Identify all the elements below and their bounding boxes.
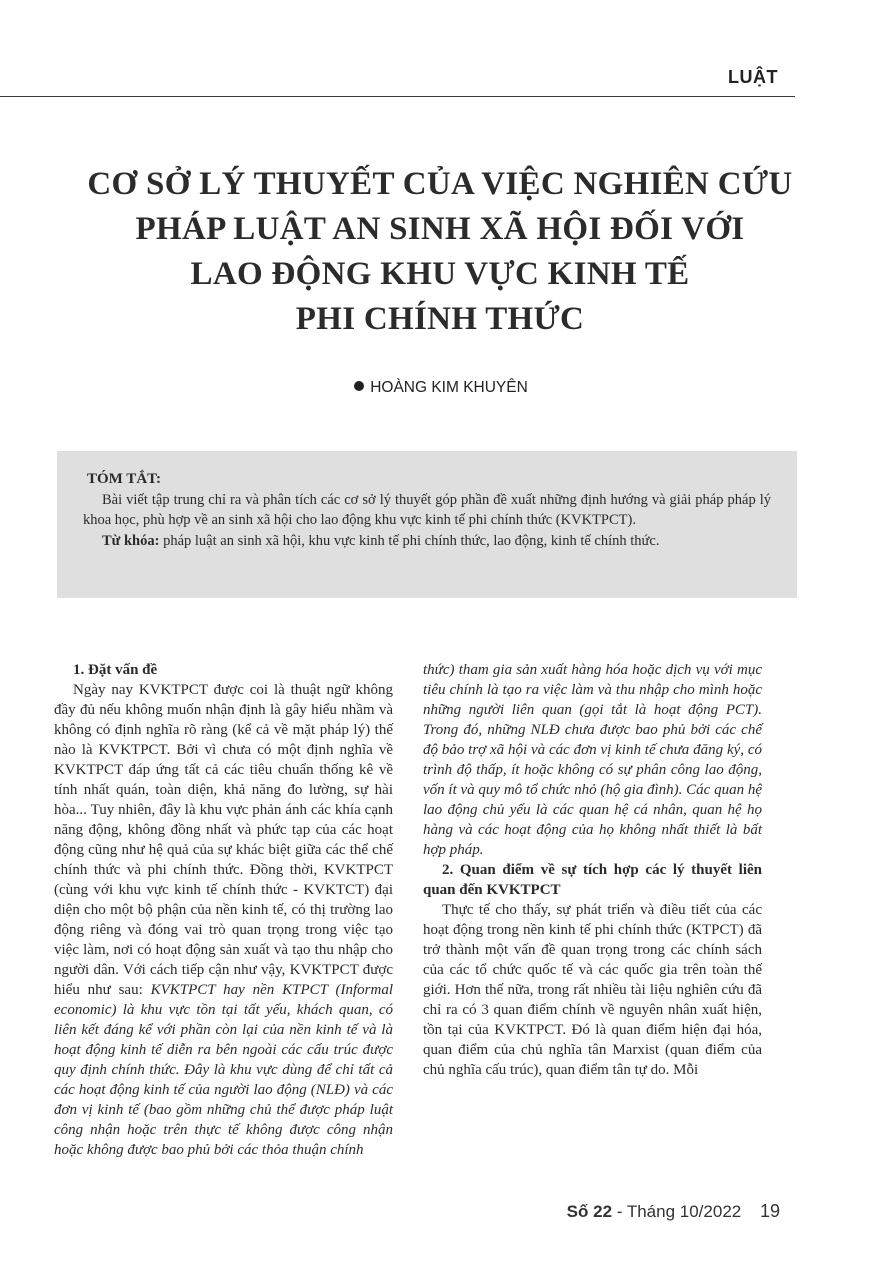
bullet-icon — [354, 381, 364, 391]
section-heading: 2. Quan điểm về sự tích hợp các lý thuyết liên quan đến KVKTPCT — [423, 862, 762, 898]
section-heading: 1. Đặt vấn đề — [73, 662, 158, 678]
section-label: LUẬT — [728, 67, 778, 87]
title-line: PHÁP LUẬT AN SINH XÃ HỘI ĐỐI VỚI — [135, 211, 745, 247]
abstract-keywords — [83, 531, 771, 552]
paragraph — [54, 680, 393, 1160]
paragraph-continued — [423, 660, 762, 860]
paragraph: Thực tế cho thấy, sự phát triển và điều tiết của các hoạt động trong nền kinh tế phi chính thức (KTPCT) đã trở thành một vấn đề quan trọng trong các chính sách của các tổ chức quốc tế và các quốc gia trên toàn thế giới. Hơn thế nữa, trong rất nhiều tài liệu nghiên cứu đã chỉ ra có 3 quan điểm chính về nguyên nhân xuất hiện, tồn tại của KVKTPCT. Đó là quan điểm hiện đại hóa, quan điểm của chủ nghĩa tân Marxist (quan điểm của chủ nghĩa cấu trúc), quan điểm tân tự do. Mỗi — [423, 902, 762, 1078]
left-column — [54, 660, 393, 1160]
abstract-body: Bài viết tập trung chỉ ra và phân tích các cơ sở lý thuyết góp phần đề xuất những định hướng và giải pháp pháp lý khoa học, phù hợp về an sinh xã hội cho lao động khu vực kinh tế phi chính thức (KVKTPCT). — [83, 491, 771, 528]
abstract-heading: TÓM TẮT: — [87, 471, 162, 487]
right-column — [423, 660, 762, 1080]
article-title — [40, 162, 840, 342]
page-number: 19 — [759, 1201, 780, 1221]
right-flow — [423, 660, 762, 1080]
definition-text: KVKTPCT hay nền KTPCT (Informal economic) là khu vực tồn tại tất yếu, khách quan, có liên kết đáng kể với phần còn lại của nền kinh tế và là hoạt động kinh tế diễn ra bên ngoài các cấu trúc được quy định chính thức. Đây là khu vực dùng để chỉ tất cả các hoạt động kinh tế của người lao động (NLĐ) và các đơn vị kinh tế (bao gồm những chủ thể được pháp luật công nhận hoặc trên thực tế không được công nhận hoặc không được bao phủ bởi các thỏa thuận chính — [54, 982, 394, 1158]
issue-month: - Tháng 10/2022 — [612, 1202, 742, 1221]
keywords-label: Từ khóa: — [102, 532, 160, 549]
title-line: CƠ SỞ LÝ THUYẾT CỦA VIỆC NGHIÊN CỨU — [87, 166, 793, 202]
author-line — [0, 379, 882, 397]
abstract-box — [57, 451, 797, 598]
author-name: HOÀNG KIM KHUYÊN — [370, 379, 528, 396]
keywords-text: pháp luật an sinh xã hội, khu vực kinh tế phi chính thức, lao động, kinh tế chính thức. — [163, 532, 660, 549]
paragraph-text: Ngày nay KVKTPCT được coi là thuật ngữ không đầy đủ nếu không muốn nhận định là gây hiểu nhầm và không có định nghĩa rõ ràng (kể cả về mặt pháp lý) thế nào là KVKTPCT. Bởi vì chưa có một định nghĩa về KVKTPCT đáp ứng tất cả các tiêu chuẩn thống kê về tính nhất quán, toàn diện, khả năng đo lường, sự hài hòa... Tuy nhiên, đây là khu vực phản ánh các khía cạnh năng động, không đồng nhất và phức tạp của các hoạt động cũng như hệ quả của sự khác biệt giữa các thể chế chính thức và phi chính thức. Đồng thời, KVKTPCT (cùng với khu vực kinh tế chính thức - KVKTCT) đại diện cho một bộ phận của nền kinh tế, có thị trường lao động riêng và đóng vai trò quan trọng trong việc tạo việc làm, nơi có hoạt động sản xuất và tạo thu nhập cho người dân. Với cách tiếp cận như vậy, KVKTPCT được hiểu như sau: — [54, 682, 393, 998]
title-line: PHI CHÍNH THỨC — [295, 301, 585, 337]
page-footer — [567, 1201, 780, 1222]
issue-number: 22 — [593, 1202, 613, 1221]
issue-prefix: Số — [566, 1202, 589, 1221]
title-line: LAO ĐỘNG KHU VỰC KINH TẾ — [190, 256, 690, 292]
definition-text-continued: thức) tham gia sản xuất hàng hóa hoặc dịch vụ với mục tiêu chính là tạo ra việc làm và thu nhập cho mình hoặc những người liên quan (gọi tắt là hoạt động PCT). Trong đó, những NLĐ chưa được bao phủ bởi các chế độ bảo trợ xã hội và các đơn vị kinh tế chưa đăng ký, có trình độ thấp, ít hoặc không có sự phân công lao động, vốn ít và quy mô tổ chức nhỏ (hộ gia đình). Các quan hệ lao động chủ yếu là các quan hệ cá nhân, quan hệ họ hàng và các hoạt động của họ không nhất thiết là bất hợp pháp. — [423, 662, 762, 858]
header-rule — [0, 96, 795, 97]
